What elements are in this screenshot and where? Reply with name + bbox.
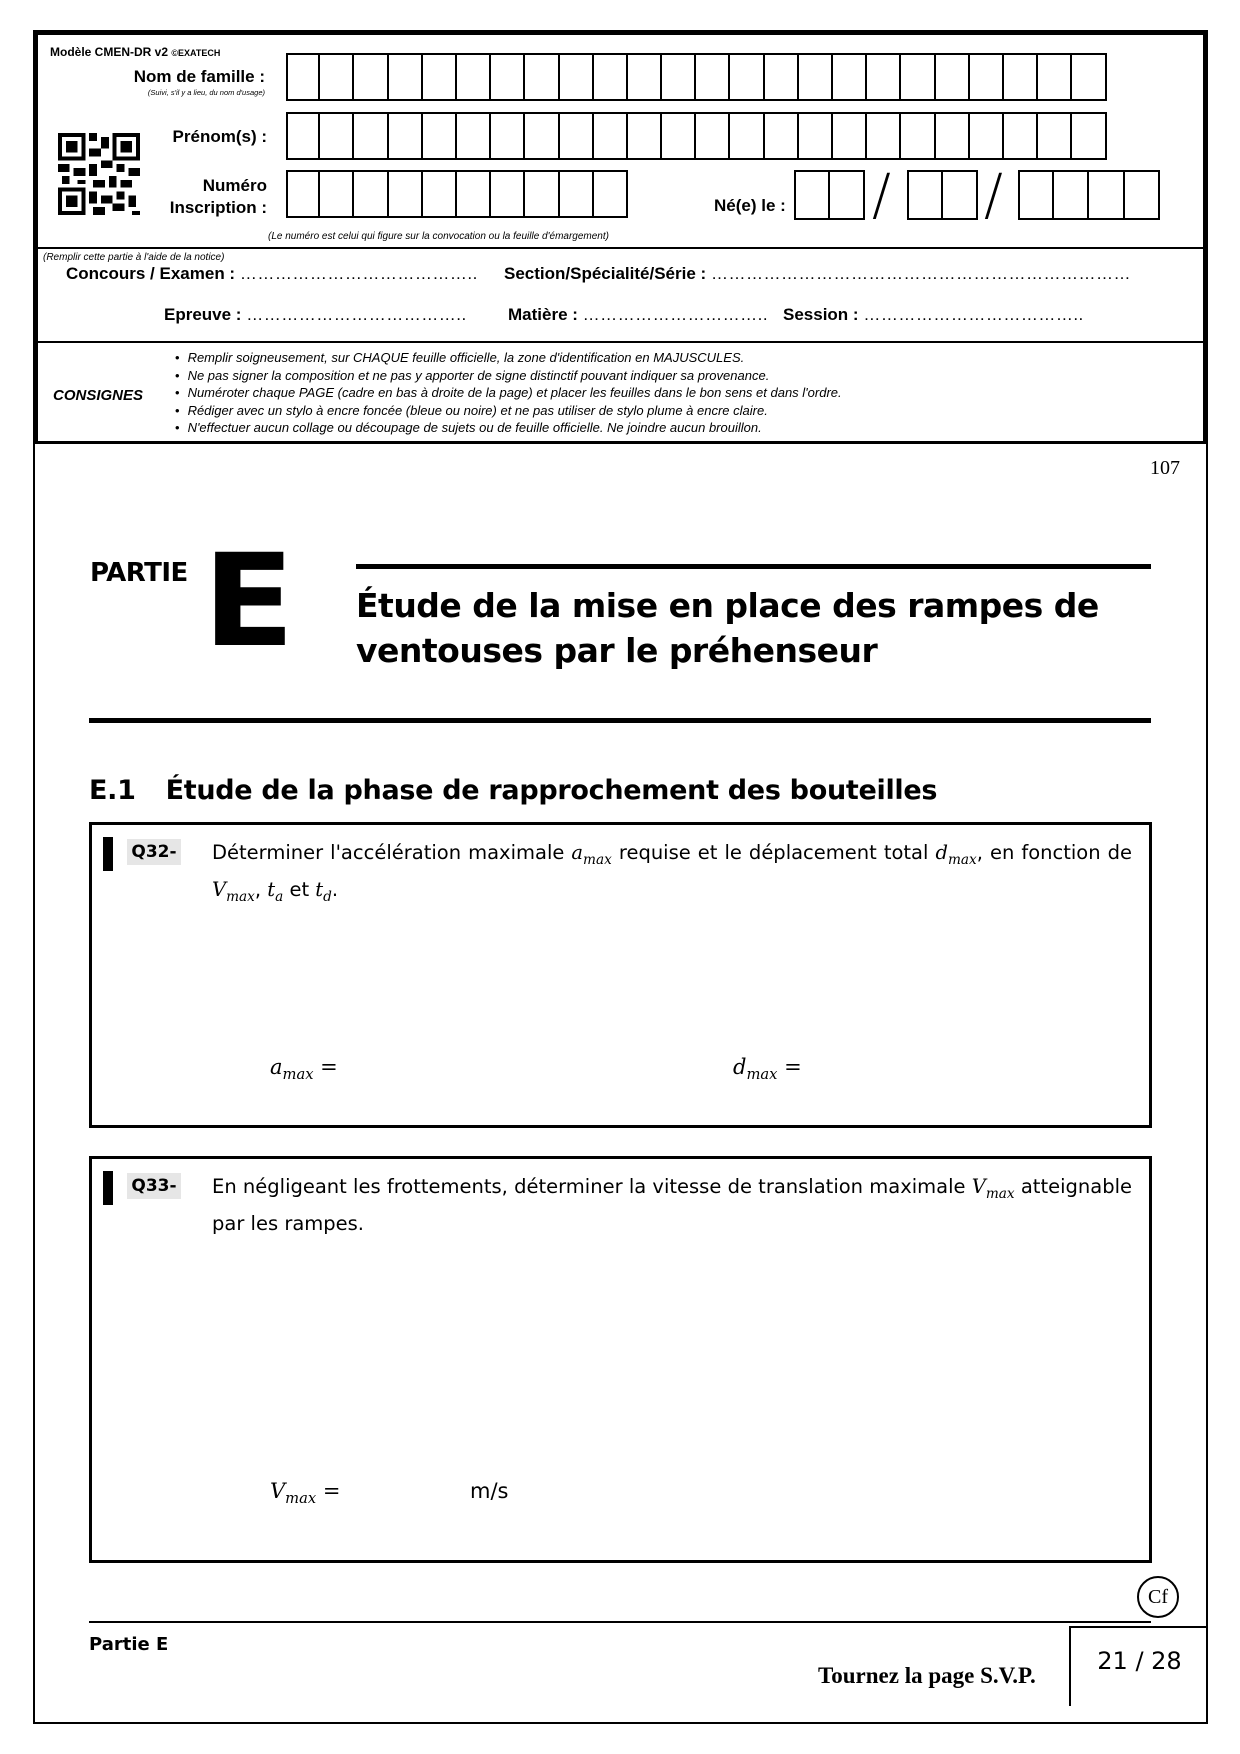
question-tag: Q33- xyxy=(127,1173,181,1199)
char-box[interactable] xyxy=(765,112,799,160)
model-copyright: ©EXATECH xyxy=(171,48,221,58)
char-box[interactable] xyxy=(907,170,943,220)
char-box[interactable] xyxy=(457,53,491,101)
char-box[interactable] xyxy=(794,170,830,220)
char-box[interactable] xyxy=(1072,53,1106,101)
nom-label: Nom de famille : xyxy=(133,67,265,86)
char-box[interactable] xyxy=(354,53,388,101)
question-marker xyxy=(103,837,113,871)
char-box[interactable] xyxy=(867,112,901,160)
char-box[interactable] xyxy=(1018,170,1054,220)
char-box[interactable] xyxy=(867,53,901,101)
char-box[interactable] xyxy=(560,53,594,101)
char-box[interactable] xyxy=(936,53,970,101)
char-box[interactable] xyxy=(901,112,935,160)
char-box[interactable] xyxy=(1072,112,1106,160)
char-box[interactable] xyxy=(320,53,354,101)
char-box[interactable] xyxy=(730,112,764,160)
char-box[interactable] xyxy=(389,170,423,218)
section-title xyxy=(89,775,937,806)
footer-rule xyxy=(89,1621,1151,1623)
prenom-label: Prénom(s) : xyxy=(172,127,267,146)
footer-page-number: 21 / 28 xyxy=(1069,1626,1208,1706)
date-separator: / xyxy=(872,163,891,228)
math-var: d xyxy=(935,841,948,864)
epreuve-dots: ……………………………….. xyxy=(246,305,467,324)
char-box[interactable] xyxy=(491,170,525,218)
epreuve-label: Epreuve : xyxy=(164,305,242,324)
char-box[interactable] xyxy=(594,112,628,160)
math-var: a xyxy=(571,841,584,864)
cf-stamp: Cf xyxy=(1137,1576,1179,1618)
math-a-max xyxy=(571,841,612,868)
char-box[interactable] xyxy=(457,170,491,218)
equals-sign: = xyxy=(777,1055,802,1079)
consigne-item: • Ne pas signer la composition et ne pas y apporter de signe distinctif pouvant indiquer sa provenance. xyxy=(175,367,842,385)
nom-sublabel: (Suivi, s'il y a lieu, du nom d'usage) xyxy=(147,88,265,97)
char-box[interactable] xyxy=(830,170,866,220)
char-box[interactable] xyxy=(354,170,388,218)
char-box[interactable] xyxy=(389,112,423,160)
q33-text: En négligeant les frottements, déterminer la vitesse de translation maximale xyxy=(212,1175,972,1198)
math-sub: d xyxy=(323,888,332,905)
char-box[interactable] xyxy=(1004,53,1038,101)
section-title-text: Étude de la phase de rapprochement des bouteilles xyxy=(165,775,938,806)
math-v-max xyxy=(212,877,255,905)
char-box[interactable] xyxy=(730,53,764,101)
char-box[interactable] xyxy=(765,53,799,101)
consignes-label: CONSIGNES xyxy=(53,387,144,404)
math-var: t xyxy=(315,877,324,901)
section-dots: ……………………………………………………………… xyxy=(710,264,1131,283)
concours-label: Concours / Examen : xyxy=(66,264,236,283)
birth-year-field[interactable] xyxy=(1018,170,1160,220)
title-rule-top xyxy=(356,564,1151,569)
birth-month-field[interactable] xyxy=(907,170,978,220)
consigne-item: • Remplir soigneusement, sur CHAQUE feuille officielle, la zone d'identification en MAJUSCULES. xyxy=(175,349,842,367)
consigne-item: • Rédiger avec un stylo à encre foncée (bleue ou noire) et ne pas utiliser de stylo plume à encre claire. xyxy=(175,402,842,420)
math-var: V xyxy=(971,1175,986,1198)
question-tag: Q32- xyxy=(127,839,181,865)
math-var: d xyxy=(733,1055,747,1079)
math-sub: max xyxy=(285,1490,317,1508)
math-var: V xyxy=(212,877,227,901)
math-sub: a xyxy=(275,888,284,905)
fill-note: (Remplir cette partie à l'aide de la notice) xyxy=(43,252,225,263)
session-label: Session : xyxy=(783,305,859,324)
inscription-note: (Le numéro est celui qui figure sur la convocation ou la feuille d'émargement) xyxy=(268,231,609,242)
math-var: t xyxy=(267,877,276,901)
question-text xyxy=(212,1172,1132,1238)
partie-label: PARTIE xyxy=(90,558,188,588)
char-box[interactable] xyxy=(628,112,662,160)
char-box[interactable] xyxy=(594,170,628,218)
numero-inscription-field[interactable] xyxy=(286,170,628,218)
equals-sign: = xyxy=(313,1055,338,1079)
math-d-max xyxy=(935,841,977,868)
numero-inscription-label xyxy=(170,175,267,219)
date-separator: / xyxy=(984,163,1003,228)
question-marker xyxy=(103,1171,113,1205)
char-box[interactable] xyxy=(1054,170,1090,220)
math-sub: max xyxy=(985,1185,1015,1202)
question-box-q32[interactable] xyxy=(89,822,1152,1128)
char-box[interactable] xyxy=(628,53,662,101)
char-box[interactable] xyxy=(1038,112,1072,160)
exam-info-section xyxy=(38,249,1203,343)
answer-a-max[interactable] xyxy=(270,1055,338,1083)
part-title-line1: Étude de la mise en place des rampes de xyxy=(356,586,1099,625)
nom-field[interactable] xyxy=(286,53,1107,101)
birthdate-label: Né(e) le : xyxy=(714,196,786,215)
char-box[interactable] xyxy=(320,112,354,160)
numero-label: Numéro xyxy=(202,176,267,195)
char-box[interactable] xyxy=(423,53,457,101)
identity-section xyxy=(38,35,1203,249)
section-field[interactable] xyxy=(504,264,1131,284)
math-t-d xyxy=(315,877,332,905)
char-box[interactable] xyxy=(662,112,696,160)
section-number: E.1 xyxy=(89,775,136,806)
char-box[interactable] xyxy=(696,112,730,160)
char-box[interactable] xyxy=(491,112,525,160)
question-box-q33[interactable] xyxy=(89,1156,1152,1563)
qr-code-icon xyxy=(58,133,140,215)
answer-v-max[interactable] xyxy=(270,1479,340,1507)
char-box[interactable] xyxy=(286,112,320,160)
model-label xyxy=(50,45,220,59)
char-box[interactable] xyxy=(696,53,730,101)
answer-d-max[interactable] xyxy=(733,1055,802,1083)
footer-partie: Partie E xyxy=(89,1634,169,1655)
consigne-item: • Numéroter chaque PAGE (cadre en bas à droite de la page) et placer les feuilles dans le bon sens et dans l'ordre. xyxy=(175,384,842,402)
char-box[interactable] xyxy=(560,112,594,160)
q32-text: , xyxy=(254,877,268,901)
math-var: a xyxy=(270,1055,283,1079)
char-box[interactable] xyxy=(320,170,354,218)
part-title xyxy=(356,583,1099,673)
char-box[interactable] xyxy=(389,53,423,101)
char-box[interactable] xyxy=(423,170,457,218)
concours-field[interactable] xyxy=(66,264,478,284)
partie-letter: E xyxy=(202,527,295,676)
char-box[interactable] xyxy=(354,112,388,160)
q32-text: , en fonction de xyxy=(976,841,1132,864)
equals-sign: = xyxy=(316,1479,341,1503)
char-box[interactable] xyxy=(936,112,970,160)
identification-zone xyxy=(35,32,1206,444)
q32-text: Déterminer l'accélération maximale xyxy=(212,841,572,864)
math-sub: max xyxy=(226,888,255,905)
matiere-label: Matière : xyxy=(508,305,578,324)
math-v-max xyxy=(971,1175,1015,1202)
math-sub: max xyxy=(583,851,612,868)
inscription-label: Inscription : xyxy=(169,198,267,217)
char-box[interactable] xyxy=(286,53,320,101)
char-box[interactable] xyxy=(799,53,833,101)
char-box[interactable] xyxy=(970,112,1004,160)
consignes-section xyxy=(38,343,1203,441)
char-box[interactable] xyxy=(560,170,594,218)
char-box[interactable] xyxy=(1004,112,1038,160)
math-var: V xyxy=(270,1479,286,1503)
page-number-top: 107 xyxy=(1150,457,1180,479)
matiere-field[interactable] xyxy=(508,305,768,325)
char-box[interactable] xyxy=(943,170,979,220)
char-box[interactable] xyxy=(457,112,491,160)
char-box[interactable] xyxy=(1125,170,1161,220)
char-box[interactable] xyxy=(423,112,457,160)
char-box[interactable] xyxy=(1038,53,1072,101)
q32-text: . xyxy=(331,877,339,901)
epreuve-field[interactable] xyxy=(164,305,467,325)
math-sub: max xyxy=(746,1066,778,1084)
title-rule-bottom xyxy=(89,718,1151,723)
part-title-line2: ventouses par le préhenseur xyxy=(356,631,878,670)
char-box[interactable] xyxy=(833,53,867,101)
question-text xyxy=(212,838,1132,912)
math-sub: max xyxy=(282,1066,314,1084)
char-box[interactable] xyxy=(525,112,559,160)
session-dots: ……………………………….. xyxy=(863,305,1084,324)
char-box[interactable] xyxy=(662,53,696,101)
char-box[interactable] xyxy=(1089,170,1125,220)
char-box[interactable] xyxy=(901,53,935,101)
model-name: Modèle CMEN-DR v2 xyxy=(50,45,169,59)
char-box[interactable] xyxy=(491,53,525,101)
char-box[interactable] xyxy=(525,170,559,218)
answer-unit: m/s xyxy=(470,1479,509,1503)
q33-text: atteignable par les rampes. xyxy=(212,1175,1132,1235)
char-box[interactable] xyxy=(594,53,628,101)
char-box[interactable] xyxy=(833,112,867,160)
q32-text: et xyxy=(283,877,316,901)
char-box[interactable] xyxy=(525,53,559,101)
char-box[interactable] xyxy=(970,53,1004,101)
matiere-dots: ………………………….. xyxy=(582,305,769,324)
session-field[interactable] xyxy=(783,305,1084,325)
prenom-field[interactable] xyxy=(286,112,1107,160)
char-box[interactable] xyxy=(286,170,320,218)
math-sub: max xyxy=(947,851,977,868)
math-t-a xyxy=(267,877,284,905)
consignes-list xyxy=(175,349,842,437)
section-label: Section/Spécialité/Série : xyxy=(504,264,707,283)
char-box[interactable] xyxy=(799,112,833,160)
footer-turn-page: Tournez la page S.V.P. xyxy=(818,1663,1036,1688)
concours-dots: ………………………………….. xyxy=(239,264,478,283)
birth-day-field[interactable] xyxy=(794,170,865,220)
consigne-item: • N'effectuer aucun collage ou découpage de sujets ou de feuille officielle. Ne joindre aucun brouillon. xyxy=(175,419,842,437)
q32-text: requise et le déplacement total xyxy=(611,841,936,864)
